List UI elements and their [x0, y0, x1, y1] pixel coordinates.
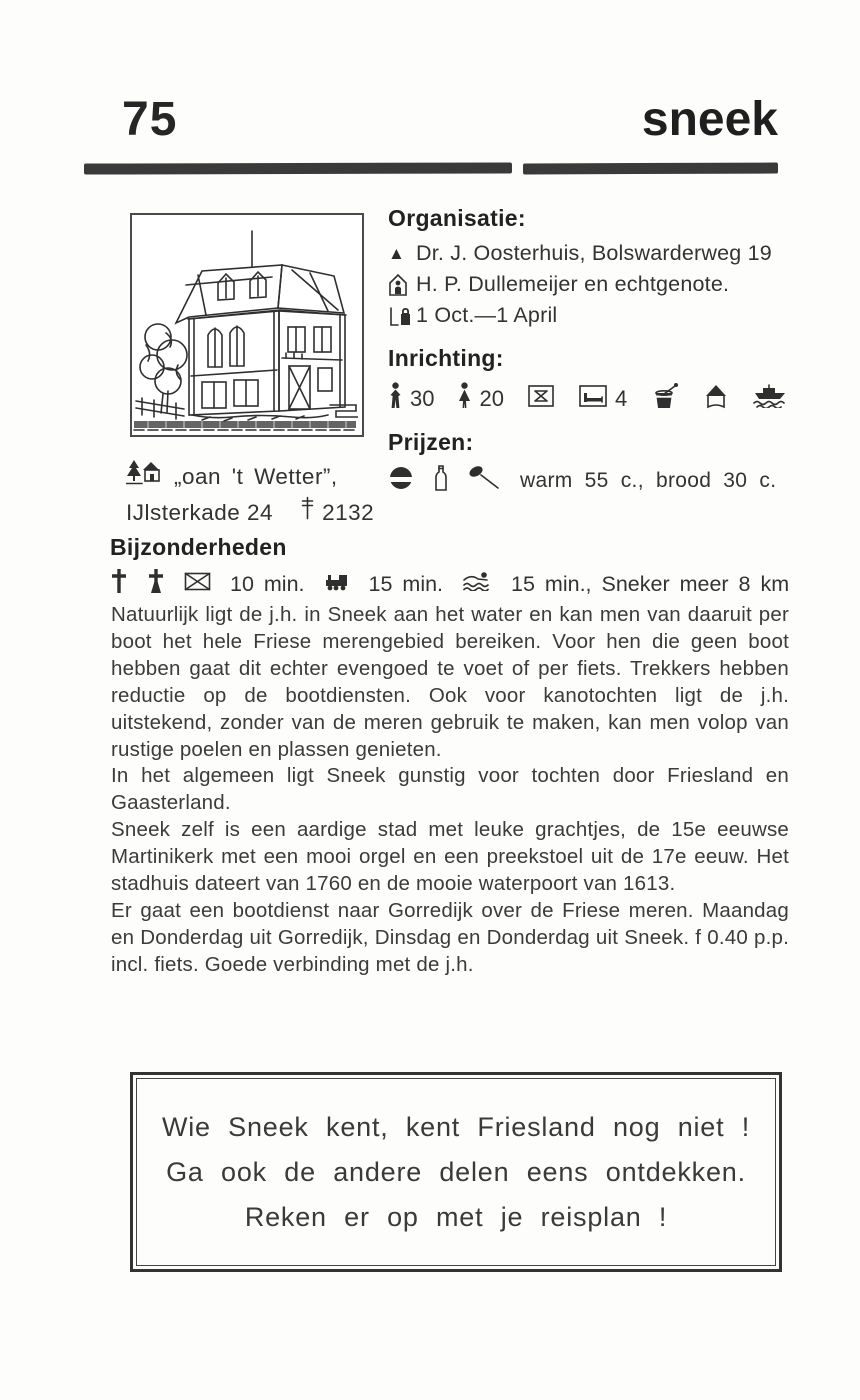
swim-time: 15 min., Sneker meer 8 km [511, 571, 790, 596]
prijzen-heading: Prijzen: [388, 429, 474, 455]
inrichting-heading: Inrichting: [388, 345, 504, 371]
promo-line-1: Wie Sneek kent, kent Friesland nog niet ! [161, 1111, 751, 1142]
boys-beds [388, 382, 434, 415]
description-text [111, 602, 789, 979]
prijzen-text: warm 55 c., brood 30 c. [520, 469, 777, 492]
hostel-name-line [126, 458, 374, 494]
latin-cross-icon [110, 568, 128, 600]
train-time: 15 min. [368, 571, 444, 596]
promo-line-2: Ga ook de andere delen eens ontdekken. [166, 1156, 746, 1187]
triangle-icon: ▲ [388, 244, 406, 263]
organisatie-heading: Organisatie: [388, 205, 526, 231]
closed-season-icon [388, 304, 416, 328]
family-beds [578, 383, 627, 415]
train-icon [324, 572, 350, 597]
promo-line-3: Reken er op met je reisplan ! [244, 1201, 668, 1232]
phone-icon [301, 496, 314, 528]
paragraph-1: Natuurlijk ligt de j.h. in Sneek aan het water en kan men van daaruit per boot het hele Friese merengebied bereiken. Voor hen die geen boot hebben gaat dit echter evengoed te voet of per fiets. Trekkers hebben reductie op de bootdiensten. Ook voor kanotochten ligt de j.h. uitstekend, zonder van de meren gebruik te maken, kan men volop van rustige poelen en plassen genieten. [111, 603, 789, 761]
bijzonderheden-heading: Bijzonderheden [110, 534, 287, 560]
swimmer-icon [462, 571, 492, 597]
envelope-icon [184, 572, 211, 597]
cooking-pot-icon [650, 382, 680, 415]
hostel-name-block [126, 458, 374, 528]
house-person-icon [388, 273, 416, 297]
paragraph-3: Sneek zelf is een aardige stad met leuke grachtjes, de 15e eeuwse Martinikerk met een mooi orgel en een preekstoel uit de 17e eeuw. Het stadhuis dateert van 1760 en de mooie waterpoort van 1613. [111, 818, 789, 896]
promo-box [130, 1072, 782, 1272]
page-number: 75 [122, 93, 178, 146]
beds-icon [578, 383, 608, 415]
hostel-phone [301, 496, 374, 528]
hostel-illustration [130, 213, 364, 437]
beds-count: 4 [614, 385, 628, 411]
page-title: sneek [641, 93, 778, 146]
organisatie-address: Dr. J. Oosterhuis, Bolswarderweg 19 [416, 241, 772, 265]
post-time: 10 min. [230, 571, 305, 596]
tent-icon [703, 383, 729, 415]
bottle-icon [434, 464, 448, 498]
hostel-street: IJlsterkade 24 [126, 499, 274, 525]
bijzonderheden-section [110, 534, 790, 600]
boys-icon [388, 382, 403, 415]
house-tree-icon [126, 458, 164, 494]
hostel-phone-number: 2132 [322, 499, 375, 525]
hostel-name: „oan 't Wetter”, [174, 463, 338, 489]
header-rule-left [84, 162, 512, 174]
organisatie-wardens: H. P. Dullemeijer en echtgenote. [416, 272, 730, 296]
info-column [388, 205, 792, 498]
boat-icon [752, 384, 788, 414]
organisatie-address-row [388, 238, 792, 269]
washstand-icon [527, 383, 555, 415]
paragraph-4: Er gaat een bootdienst naar Gorredijk over de Friese meren. Maandag en Donderdag uit Gorredijk, Dinsdag en Donderdag uit Sneek. f 0.40 p.p. incl. fiets. Goede verbinding met de j.h. [111, 898, 789, 976]
girls-beds [457, 382, 503, 415]
bijzonderheden-row [110, 568, 790, 600]
prijzen-row [388, 464, 792, 498]
promo-box-inner [136, 1078, 776, 1266]
inrichting-row [388, 382, 792, 415]
house-drawing-icon [132, 215, 358, 431]
organisatie-closed: 1 Oct.—1 April [416, 303, 558, 327]
organisatie-wardens-row [388, 269, 792, 300]
organisatie-closed-row [388, 300, 792, 331]
hostel-address-line [126, 496, 374, 528]
overnight-icon [388, 465, 414, 497]
header-rule-right [523, 163, 778, 175]
boys-count: 30 [410, 385, 435, 411]
spoon-icon [468, 465, 500, 497]
paragraph-2: In het algemeen ligt Sneek gunstig voor tochten door Friesland en Gaasterland. [111, 764, 789, 815]
catholic-cross-icon [147, 568, 165, 600]
girls-count: 20 [479, 385, 504, 411]
girls-icon [457, 382, 472, 415]
